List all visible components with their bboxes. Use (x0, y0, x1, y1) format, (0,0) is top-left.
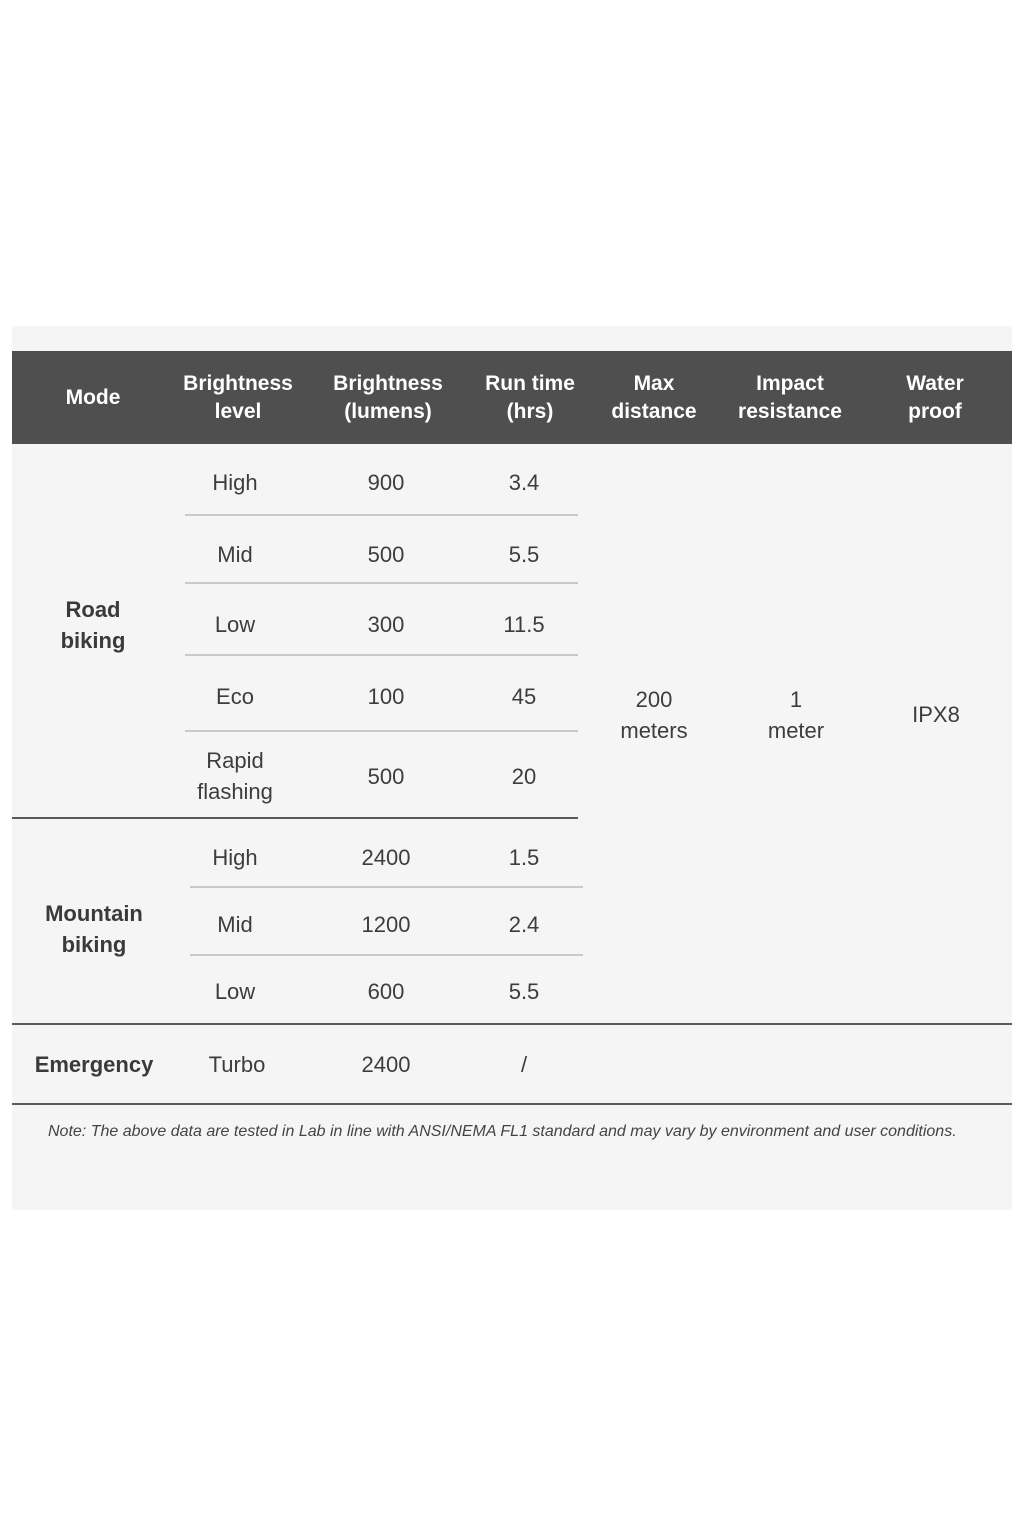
row-divider (185, 514, 578, 516)
mode-mountain-biking: Mountain biking (45, 901, 143, 957)
row-2-runtime: 11.5 (503, 611, 545, 637)
mode-road-biking: Road biking (60, 597, 126, 653)
table-header (12, 351, 1012, 444)
section-divider (12, 817, 578, 819)
water-proof-value: IPX8 (912, 701, 960, 727)
row-divider (190, 886, 583, 888)
header-run-time: Run time (hrs) (485, 371, 575, 423)
header-brightness-lumens: Brightness (lumens) (333, 371, 443, 423)
row-1-level: Mid (217, 541, 253, 567)
row-0-runtime: 3.4 (508, 469, 540, 495)
row-5-level: High (212, 844, 258, 870)
row-4-runtime: 20 (511, 763, 537, 789)
row-1-runtime: 5.5 (508, 541, 540, 567)
row-divider (190, 954, 583, 956)
mode-emergency: Emergency (34, 1051, 154, 1077)
row-7-level: Low (214, 978, 256, 1004)
max-distance-value: 200 meters (620, 687, 688, 743)
impact-resistance-value: 1 meter (767, 687, 825, 743)
row-divider (185, 582, 578, 584)
section-divider (12, 1103, 1012, 1105)
row-5-runtime: 1.5 (508, 844, 540, 870)
row-4-level: Rapid flashing (197, 748, 273, 804)
row-5-lumens: 2400 (361, 844, 411, 870)
header-mode: Mode (65, 385, 121, 409)
header-water-proof: Water proof (906, 371, 964, 423)
row-3-runtime: 45 (511, 683, 537, 709)
row-divider (185, 654, 578, 656)
row-1-lumens: 500 (367, 541, 405, 567)
row-7-runtime: 5.5 (508, 978, 540, 1004)
footnote: Note: The above data are tested in Lab in line with ANSI/NEMA FL1 standard and may vary by environment and user conditions. (48, 1123, 957, 1140)
header-impact-resistance: Impact resistance (738, 371, 842, 423)
section-divider (12, 1023, 1012, 1025)
row-2-lumens: 300 (367, 611, 405, 637)
row-0-level: High (212, 469, 258, 495)
row-6-runtime: 2.4 (508, 911, 540, 937)
header-max-distance: Max distance (611, 371, 697, 423)
row-divider (185, 730, 578, 732)
row-3-level: Eco (216, 683, 254, 709)
row-8-level: Turbo (208, 1051, 266, 1077)
row-3-lumens: 100 (367, 683, 405, 709)
header-brightness-level: Brightness level (183, 371, 293, 423)
row-6-lumens: 1200 (361, 911, 411, 937)
row-6-level: Mid (217, 911, 253, 937)
row-7-lumens: 600 (367, 978, 405, 1004)
spec-table-panel (12, 326, 1012, 1210)
row-0-lumens: 900 (367, 469, 405, 495)
row-4-lumens: 500 (367, 763, 405, 789)
row-8-lumens: 2400 (361, 1051, 411, 1077)
row-8-runtime: / (520, 1051, 528, 1077)
row-2-level: Low (214, 611, 256, 637)
